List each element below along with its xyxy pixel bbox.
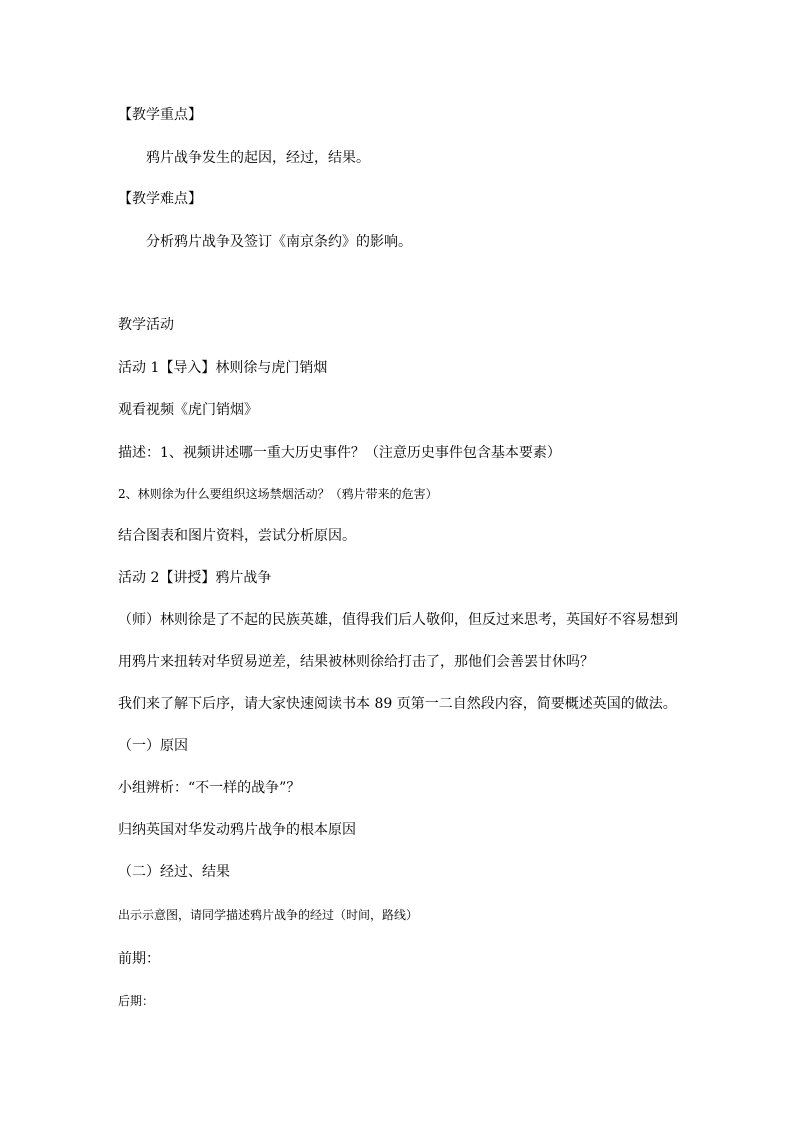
section1-heading: （一）原因 — [118, 738, 188, 754]
section1-summary: 归纳英国对华发动鸦片战争的根本原因 — [118, 822, 356, 838]
activity1-question-1: 描述：1、视频讲述哪一重大历史事件？（注意历史事件包含基本要素） — [118, 445, 561, 461]
activity1-video: 观看视频《虎门销烟》 — [118, 402, 258, 418]
key-points-text: 鸦片战争发生的起因，经过，结果。 — [146, 150, 370, 166]
late-stage-label: 后期： — [118, 994, 155, 1008]
activities-heading: 教学活动 — [118, 317, 174, 333]
difficulties-text: 分析鸦片战争及签订《南京条约》的影响。 — [146, 234, 412, 250]
section2-heading: （二）经过、结果 — [118, 864, 230, 880]
teacher-text-line-2: 用鸦片来扭转对华贸易逆差，结果被林则徐给打击了，那他们会善罢甘休吗？ — [118, 654, 594, 670]
activity1-analysis: 结合图表和图片资料，尝试分析原因。 — [118, 528, 356, 544]
section1-group-analysis: 小组辨析：“不一样的战争”？ — [118, 780, 301, 796]
key-points-heading: 【教学重点】 — [118, 107, 202, 123]
section2-instruction: 出示示意图，请同学描述鸦片战争的经过（时间，路线） — [118, 908, 419, 922]
activity1-title: 活动 1【导入】林则徐与虎门销烟 — [118, 360, 328, 376]
activity2-title: 活动 2【讲授】鸦片战争 — [118, 570, 272, 586]
teacher-text-line-3: 我们来了解下后序，请大家快速阅读书本 89 页第一二自然段内容，简要概述英国的做法。 — [118, 696, 677, 712]
early-stage-label: 前期： — [118, 951, 160, 967]
activity1-question-2: 2、林则徐为什么要组织这场禁烟活动？（鸦片带来的危害） — [118, 487, 438, 501]
teacher-text-line-1: （师）林则徐是了不起的民族英雄，值得我们后人敬仰，但反过来思考，英国好不容易想到 — [118, 612, 678, 628]
difficulties-heading: 【教学难点】 — [118, 191, 202, 207]
